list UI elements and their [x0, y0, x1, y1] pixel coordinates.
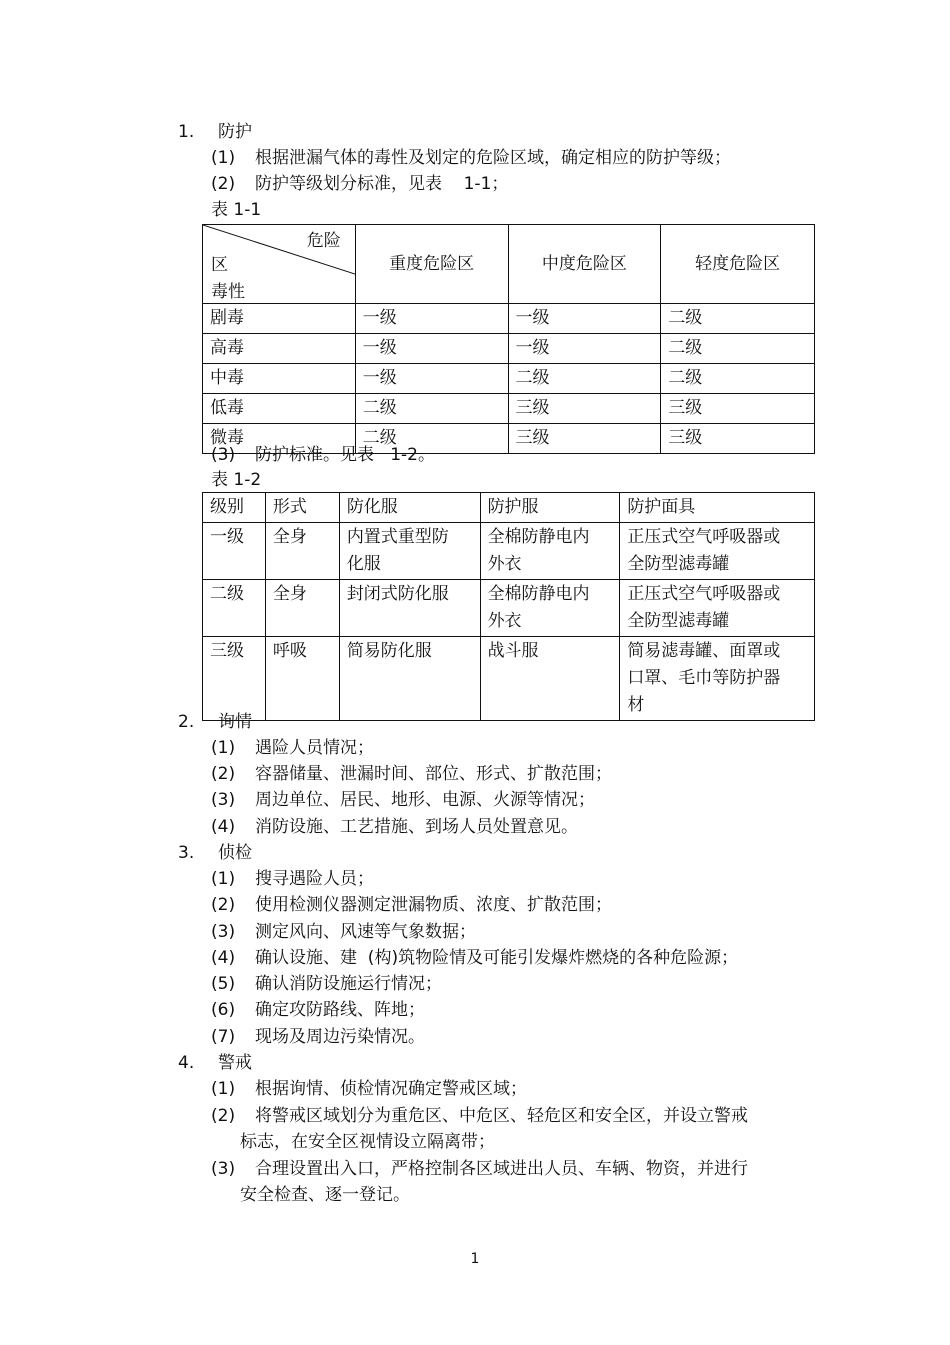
- table-cell: 二级: [661, 334, 815, 364]
- cell-line: 内置式重型防: [346, 527, 449, 547]
- table-row: [203, 304, 815, 334]
- cell-line: 简易滤毒罐、面罩或: [627, 641, 781, 661]
- item-number: (1): [211, 869, 236, 889]
- section-number: 1.: [178, 122, 195, 142]
- list-item: [211, 444, 435, 466]
- cell-line: 三级: [210, 641, 244, 661]
- cell-line: 口罩、毛巾等防护器: [627, 668, 781, 688]
- item-number: (1): [211, 148, 236, 168]
- cell-line: 外衣: [487, 611, 522, 631]
- item-number: (1): [211, 738, 236, 758]
- table-cell: 三级: [661, 394, 815, 424]
- item-text: 根据泄漏气体的毒性及划定的危险区域，确定相应的防护等级；: [255, 148, 731, 168]
- item-text: 合理设置出入口，严格控制各区域进出人员、车辆、物资，并进行: [255, 1159, 748, 1179]
- column-header: 形式: [265, 493, 339, 523]
- table-cell: [339, 637, 480, 721]
- table-cell: [265, 580, 339, 637]
- table-row: [203, 523, 815, 580]
- section-number: 4.: [178, 1053, 195, 1073]
- section-title: 警戒: [218, 1053, 252, 1073]
- list-item: [211, 1026, 425, 1048]
- table-cell: 一级: [508, 334, 661, 364]
- column-header: 防护面具: [620, 493, 815, 523]
- item-number: (4): [211, 817, 236, 837]
- corner-label-top: 危险: [306, 231, 341, 251]
- item-number: (2): [211, 764, 236, 784]
- cell-line: 一级: [210, 527, 244, 547]
- table-cell: 三级: [508, 394, 661, 424]
- item-text: 搜寻遇险人员；: [255, 869, 374, 889]
- section-number: 3.: [178, 843, 195, 863]
- list-item: [211, 947, 738, 969]
- table-cell: 一级: [355, 364, 508, 394]
- table-cell: [480, 523, 620, 580]
- table-cell: 剧毒: [203, 304, 356, 334]
- protection-standard-table: [202, 492, 815, 721]
- item-text: 遇险人员情况；: [255, 738, 374, 758]
- cell-line: 材: [627, 695, 645, 715]
- table-cell: 高毒: [203, 334, 356, 364]
- table-caption: 表 1-1: [211, 200, 262, 220]
- table-row: [203, 394, 815, 424]
- column-header: 防护服: [480, 493, 620, 523]
- section-title: 询情: [218, 712, 252, 732]
- list-item-continuation: 标志，在安全区视情设立隔离带；: [240, 1132, 495, 1152]
- table-header-row: [203, 493, 815, 523]
- item-text: 确认消防设施运行情况；: [255, 974, 442, 994]
- item-number: (3): [211, 790, 236, 810]
- list-item: [211, 894, 612, 916]
- item-text: 现场及周边污染情况。: [255, 1027, 425, 1047]
- item-number: (7): [211, 1027, 236, 1047]
- table-cell: [203, 637, 266, 721]
- column-header: 级别: [203, 493, 266, 523]
- cell-line: 简易防化服: [346, 641, 432, 661]
- corner-label-bottom: 毒性: [211, 282, 245, 302]
- section-title: 侦检: [218, 843, 252, 863]
- table-cell: [339, 580, 480, 637]
- table-cell: [339, 523, 480, 580]
- item-number: (3): [211, 1159, 236, 1179]
- table-cell: [265, 523, 339, 580]
- item-text: 确定攻防路线、阵地；: [255, 1000, 425, 1020]
- item-text: 使用检测仪器测定泄漏物质、浓度、扩散范围；: [255, 895, 612, 915]
- cell-line: 全棉防静电内: [487, 584, 590, 604]
- table-cell: 一级: [508, 304, 661, 334]
- column-header: 重度危险区: [355, 225, 508, 304]
- cell-line: 正压式空气呼吸器或: [627, 527, 781, 547]
- list-item: [211, 737, 374, 759]
- item-number: (2): [211, 1106, 236, 1126]
- table-cell: 二级: [355, 424, 508, 454]
- table-corner-header: [203, 225, 356, 304]
- cell-line: 化服: [346, 554, 381, 574]
- page-number: 1: [470, 1251, 480, 1267]
- cell-line: 全棉防静电内: [487, 527, 590, 547]
- table-cell: 三级: [661, 424, 815, 454]
- table-cell: 二级: [661, 304, 815, 334]
- table-row: [203, 580, 815, 637]
- item-text: 将警戒区域划分为重危区、中危区、轻危区和安全区，并设立警戒: [255, 1106, 748, 1126]
- section-heading: [178, 121, 252, 143]
- corner-label-mid: 区: [211, 255, 228, 275]
- item-number: (2): [211, 895, 236, 915]
- cell-line: 战斗服: [487, 641, 539, 661]
- item-number: (3): [211, 445, 236, 465]
- table-cell: [265, 637, 339, 721]
- item-text: 周边单位、居民、地形、电源、火源等情况；: [255, 790, 595, 810]
- table-cell: 微毒: [203, 424, 356, 454]
- table-cell: 低毒: [203, 394, 356, 424]
- item-text: 消防设施、工艺措施、到场人员处置意见。: [255, 817, 578, 837]
- table-cell: 一级: [355, 304, 508, 334]
- table-cell: 一级: [355, 334, 508, 364]
- table-cell: [480, 637, 620, 721]
- table-cell: 二级: [355, 394, 508, 424]
- list-item: [211, 816, 578, 838]
- table-cell: 二级: [508, 364, 661, 394]
- column-header: 轻度危险区: [661, 225, 815, 304]
- table-cell: [620, 637, 815, 721]
- section-number: 2.: [178, 712, 195, 732]
- item-number: (3): [211, 922, 236, 942]
- item-text: 容器储量、泄漏时间、部位、形式、扩散范围；: [255, 764, 612, 784]
- item-number: (6): [211, 1000, 236, 1020]
- table-row: [203, 364, 815, 394]
- list-item: [211, 1078, 527, 1100]
- list-item: [211, 147, 731, 169]
- section-heading: [178, 842, 252, 864]
- item-number: (2): [211, 174, 236, 194]
- table-cell: [620, 580, 815, 637]
- cell-line: 封闭式防化服: [346, 584, 449, 604]
- table-row: [203, 637, 815, 721]
- table-cell: 中毒: [203, 364, 356, 394]
- list-item: [211, 999, 425, 1021]
- danger-level-table: [202, 224, 815, 454]
- list-item: [211, 789, 595, 811]
- table-cell: 二级: [661, 364, 815, 394]
- cell-line: 正压式空气呼吸器或: [627, 584, 781, 604]
- cell-line: 二级: [210, 584, 244, 604]
- table-cell: [620, 523, 815, 580]
- section-title: 防护: [218, 122, 252, 142]
- list-item: [211, 868, 374, 890]
- item-number: (5): [211, 974, 236, 994]
- list-item: [211, 1158, 748, 1180]
- item-text: 根据询情、侦检情况确定警戒区域；: [255, 1079, 527, 1099]
- list-item: [211, 973, 442, 995]
- item-text: 测定风向、风速等气象数据；: [255, 922, 476, 942]
- column-header: 防化服: [339, 493, 480, 523]
- cell-line: 全防型滤毒罐: [627, 611, 730, 631]
- table-cell: 三级: [508, 424, 661, 454]
- cell-line: 全身: [272, 584, 307, 604]
- list-item-continuation: 安全检查、逐一登记。: [240, 1185, 410, 1205]
- list-item: [211, 173, 508, 195]
- list-item: [211, 1105, 748, 1127]
- table-cell: [480, 580, 620, 637]
- table-cell: [203, 580, 266, 637]
- cell-line: 全身: [272, 527, 307, 547]
- section-heading: [178, 711, 252, 733]
- section-heading: [178, 1052, 252, 1074]
- item-text: 防护等级划分标准，见表 1-1；: [255, 174, 509, 194]
- item-text: 确认设施、建 (构)筑物险情及可能引发爆炸燃烧的各种危险源；: [255, 948, 739, 968]
- item-number: (1): [211, 1079, 236, 1099]
- list-item: [211, 763, 612, 785]
- item-text: 防护标准。见表 1-2。: [255, 445, 435, 465]
- table-row: [203, 334, 815, 364]
- table-caption: 表 1-2: [211, 470, 262, 490]
- table-cell: [203, 523, 266, 580]
- list-item: [211, 921, 476, 943]
- cell-line: 呼吸: [272, 641, 307, 661]
- item-number: (4): [211, 948, 236, 968]
- cell-line: 外衣: [487, 554, 522, 574]
- cell-line: 全防型滤毒罐: [627, 554, 730, 574]
- column-header: 中度危险区: [508, 225, 661, 304]
